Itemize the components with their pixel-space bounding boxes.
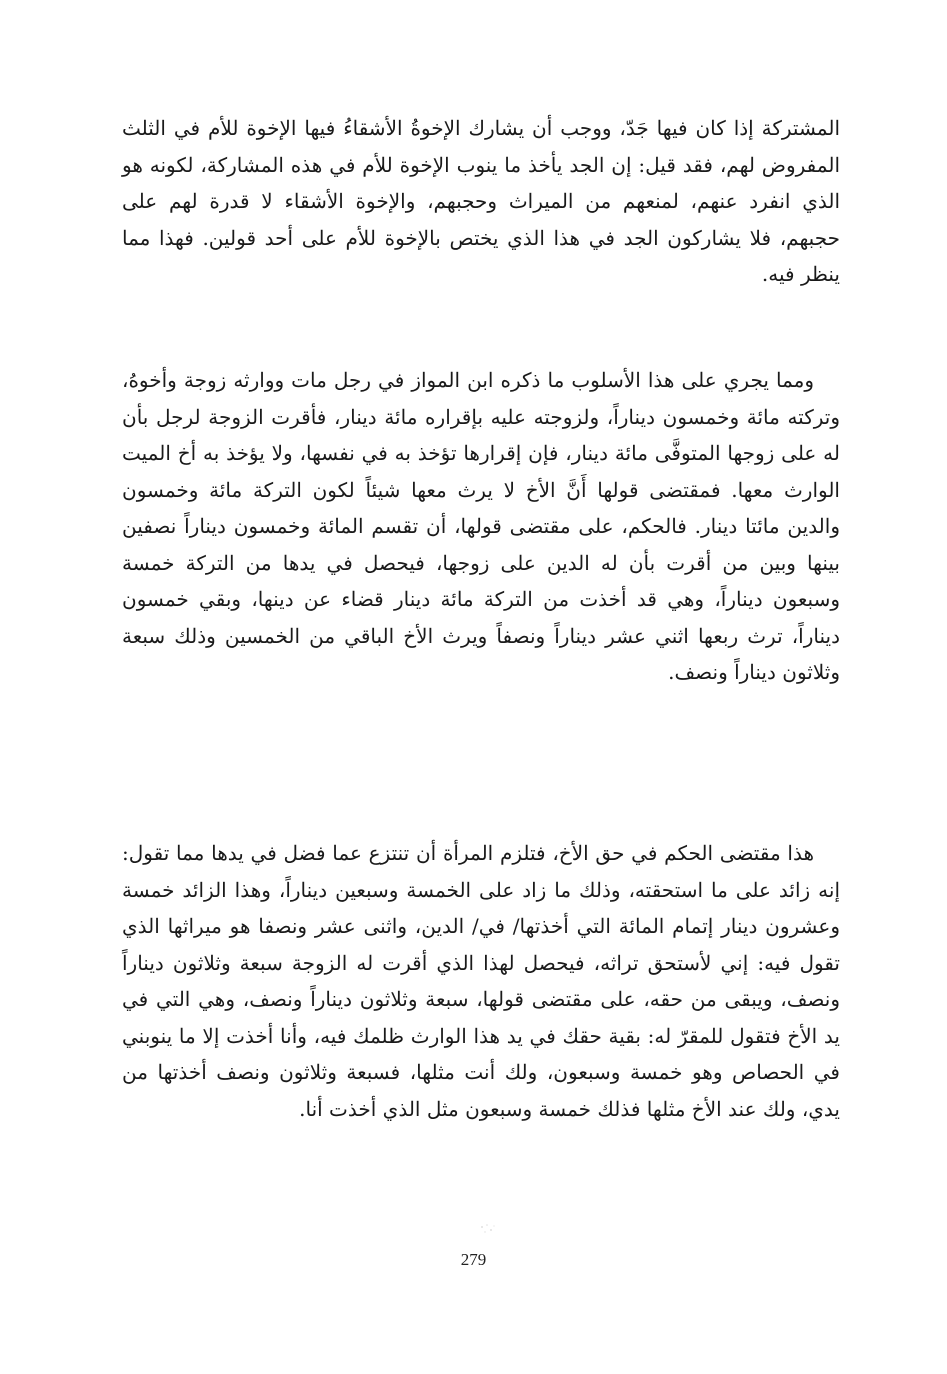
paragraph-ibn-al-mawaz-case: ومما يجري على هذا الأسلوب ما ذكره ابن المواز في رجل مات ووارثه زوجة وأخوهُ، وتركته مائة وخمسون ديناراً، ولزوجته عليه بإقراره مائة دينار، فأقرت الزوجة لرجل بأن له على زوجها المتوفَّى مائة دينار، فإن إقرارها تؤخذ به في نفسها، ولا يؤخذ به أخ الميت الوارث معها. فمقتضى قولها أَنَّ الأخ لا يرث معها شيئاً لكون التركة مائة وخمسون والدين مائتا دينار. فالحكم، على مقتضى قولها، أن تقسم المائة وخمسون ديناراً نصفين بينها وبين من أقرت بأن له الدين على زوجها، فيحصل في يدها من التركة خمسة وسبعون ديناراً، وهي قد أخذت من التركة مائة دينار قضاء عن دينها، وبقي خمسون ديناراً، ترث ربعها اثني عشر ديناراً ونصفاً ويرث الأخ الباقي من الخمسين وذلك سبعة وثلاثون ديناراً ونصف.: [122, 368, 841, 684]
page-number: 279: [460, 1250, 487, 1269]
paragraph-continuation: المشتركة إذا كان فيها جَدّ، ووجب أن يشارك الإخوةُ الأشقاءُ فيها الإخوة للأم في الثلث المفروض لهم، فقد قيل: إن الجد يأخذ ما ينوب الإخوة للأم في هذه المشاركة، لكونه هو الذي انفرد عنهم، لمنعهم من الميراث وحجبهم، والإخوة الأشقاء لا قدرة لهم على حجبهم، فلا يشاركون الجد في هذا الذي يختص بالإخوة للأم على أحد قولين. فهذا مما ينظر فيه.: [122, 116, 840, 286]
scan-noise-mark: [478, 1222, 498, 1236]
paragraph-brother-ruling: هذا مقتضى الحكم في حق الأخ، فتلزم المرأة أن تنتزع عما فضل في يدها مما تقول: إنه زائد على ما استحقته، وذلك ما زاد على الخمسة وسبعين ديناراً، وهذا الزائد خمسة وعشرون دينار إتمام المائة التي أخذتها/ في/ الدين، واثنى عشر ونصفا هو ميراثها الذي تقول فيه: إني لأستحق تراثه، فيحصل لهذا الذي أقرت له الزوجة سبعة وثلاثون ديناراً ونصف، ويبقى من حقه، على مقتضى قولها، سبعة وثلاثون ديناراً ونصف، وهي التي في يد الأخ فتقول للمقرّ له: بقية حقك في يد هذا الوارث ظلمك فيه، وأنا أخذت إلا ما ينوبني في الحصاص وهو خمسة وسبعون، ولك أنت مثلها، فسبعة وثلاثون ونصف أخذتها من يدي، ولك عند الأخ مثلها فذلك خمسة وسبعون مثل الذي أخذت أنا.: [122, 841, 840, 1121]
